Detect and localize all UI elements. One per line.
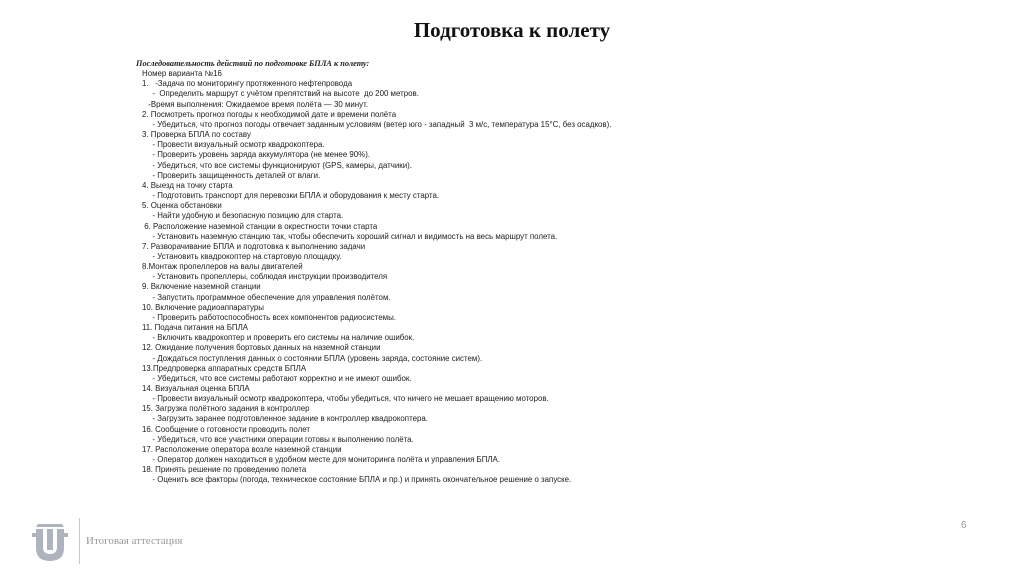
content-line: 11. Подача питания на БПЛА	[142, 323, 249, 333]
content-line: - Включить квадрокоптер и проверить его системы на наличие ошибок.	[148, 333, 415, 343]
content-line: - Дождаться поступления данных о состоянии БПЛА (уровень заряда, состояние систем).	[148, 353, 483, 363]
page-number: 6	[961, 520, 967, 531]
content-line: 5. Оценка обстановки	[142, 201, 222, 211]
content-line: - Провести визуальный осмотр квадрокоптера.	[148, 140, 325, 150]
content-line: 13.Предпроверка аппаратных средств БПЛА	[142, 363, 307, 373]
university-logo-icon	[31, 521, 69, 563]
content-line: 17. Расположение оператора возле наземной станции	[142, 444, 342, 454]
content-line: 7. Разворачивание БПЛА и подготовка к выполнению задачи	[142, 241, 366, 251]
footer-label: Итоговая аттестация	[86, 535, 183, 547]
content-line: - Найти удобную и безопасную позицию для старта.	[148, 211, 344, 221]
content-line: - Оператор должен находиться в удобном месте для мониторинга полёта и управления БПЛА.	[148, 455, 501, 465]
slide-title: Подготовка к полету	[413, 18, 611, 42]
content-line: 10. Включение радиоаппаратуры	[142, 302, 264, 312]
content-line: 3. Проверка БПЛА по составу	[142, 130, 251, 140]
content-line: 14. Визуальная оценка БПЛА	[142, 384, 250, 393]
content-line: 6. Расположение наземной станции в окрестности точки старта	[142, 221, 378, 231]
content-line: Номер варианта №16	[142, 69, 222, 79]
content-line: - Проверить уровень заряда аккумулятора (не менее 90%).	[148, 150, 371, 160]
content-line: - Проверить защищенность деталей от влаги.	[148, 170, 321, 180]
content-line: - Загрузить заранее подготовленное задание в контроллер квадрокоптера.	[148, 414, 428, 424]
content-line: - Подготовить транспорт для перевозки БПЛА и оборудования к месту старта.	[148, 191, 440, 201]
content-line: - Убедиться, что все системы работают корректно и не имеют ошибок.	[148, 373, 412, 383]
slide-content	[136, 59, 896, 486]
content-line: - Определить маршрут с учётом препятствий на высоте до 200 метров.	[148, 89, 419, 99]
content-line: - Убедиться, что прогноз погоды отвечает заданным условиям (ветер юго - западный 3 м/с, температура 15°C, без осадков).	[148, 119, 612, 129]
content-line: - Проверить работоспособность всех компонентов радиосистемы.	[148, 312, 396, 322]
content-line: 4. Выезд на точку старта	[142, 180, 233, 190]
content-line: - Запустить программное обеспечение для управления полётом.	[148, 292, 391, 302]
content-line: - Убедиться, что все участники операции готовы к выполнению полёта.	[148, 434, 414, 444]
content-line: 12. Ожидание получения бортовых данных на наземной станции	[142, 343, 381, 353]
content-line: 2. Посмотреть прогноз погоды к необходимой дате и времени полёта	[142, 109, 397, 119]
content-line: 1. -Задача по мониторингу протяженного нефтепровода	[142, 79, 353, 89]
content-heading: Последовательность действий по подготовке БПЛА к полету:	[136, 59, 370, 68]
content-line: 18. Принять решение по проведению полета	[142, 465, 307, 475]
content-line: - Провести визуальный осмотр квадрокоптера, чтобы убедиться, что ничего не мешает вращению моторов.	[148, 394, 549, 404]
content-line: - Установить наземную станцию так, чтобы обеспечить хороший сигнал и видимость на весь маршрут полета.	[148, 231, 558, 241]
content-line: -Время выполнения: Ожидаемое время полёта — 30 минут.	[146, 99, 369, 109]
content-line: 15. Загрузка полётного задания в контроллер	[142, 404, 310, 414]
content-line: - Установить квадрокоптер на стартовую площадку.	[148, 251, 342, 261]
content-line: 8.Монтаж пропеллеров на валы двигателей	[142, 262, 303, 272]
content-line: 16. Сообщение о готовности проводить полет	[142, 424, 310, 434]
content-line: - Убедиться, что все системы функционируют (GPS, камеры, датчики).	[148, 160, 412, 170]
content-line: - Установить пропеллеры, соблюдая инструкции производителя	[148, 272, 388, 282]
content-line: 9. Включение наземной станции	[142, 282, 261, 292]
footer-divider	[79, 518, 80, 564]
content-line: - Оценить все факторы (погода, техническое состояние БПЛА и пр.) и принять окончательное решение о запуске.	[148, 475, 572, 485]
